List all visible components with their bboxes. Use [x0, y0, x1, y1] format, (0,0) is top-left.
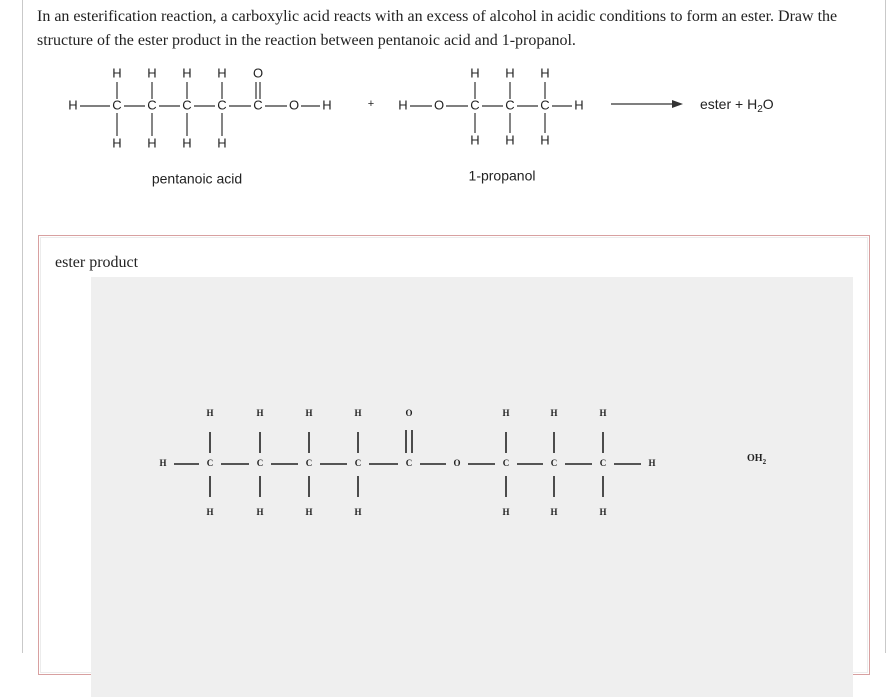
oh2-label: $OH_2$	[747, 453, 767, 466]
ester-c-8: C	[599, 458, 607, 469]
acid-h-bot-2: H	[147, 135, 157, 151]
answer-label: ester product	[55, 254, 139, 271]
acid-c-3: C	[182, 97, 192, 113]
product-label: ester + $H_2O$	[700, 95, 774, 115]
ester-h-bot-3: H	[305, 507, 313, 518]
ester-h-bot-1: H	[206, 507, 214, 518]
acid-h-top-3: H	[182, 65, 192, 81]
acid-h-bot-3: H	[182, 135, 192, 151]
acid-o-carbonyl: O	[252, 65, 264, 81]
alc-c-2: C	[505, 97, 515, 113]
plus-sign: +	[367, 97, 375, 110]
alc-h-left: H	[398, 97, 408, 113]
ester-o-link: O	[453, 458, 461, 469]
question-text: In an esterification reaction, a carboxylic acid reacts with an excess of alcohol in acidic conditions to form an ester. Draw the structure of the ester product in the reaction between pentanoic acid and 1-propanol.	[37, 8, 838, 49]
acid-c-4: C	[217, 97, 227, 113]
reaction-svg	[55, 62, 855, 197]
alc-o: O	[433, 97, 445, 113]
ester-h-top-2: H	[256, 408, 264, 419]
acid-o-hydroxyl: O	[288, 97, 300, 113]
answer-box	[38, 235, 870, 675]
ester-h-top-7: H	[599, 408, 607, 419]
alc-h-bot-1: H	[470, 132, 480, 148]
alc-h-top-2: H	[505, 65, 515, 81]
alc-h-right: H	[574, 97, 584, 113]
alcohol-name: 1-propanol	[468, 167, 536, 184]
acid-name: pentanoic acid	[151, 170, 243, 187]
alc-h-top-3: H	[540, 65, 550, 81]
ester-h-top-4: H	[354, 408, 362, 419]
ester-h-top-1: H	[206, 408, 214, 419]
alc-h-top-1: H	[470, 65, 480, 81]
alc-h-bot-3: H	[540, 132, 550, 148]
alc-c-1: C	[470, 97, 480, 113]
ester-c-5: C	[405, 458, 413, 469]
acid-h-bot-4: H	[217, 135, 227, 151]
ester-c-7: C	[550, 458, 558, 469]
ester-h-top-3: H	[305, 408, 313, 419]
ester-o-carbonyl: O	[405, 408, 413, 419]
acid-h-bot-1: H	[112, 135, 122, 151]
acid-h-top-4: H	[217, 65, 227, 81]
acid-c-1: C	[112, 97, 122, 113]
ester-h-top-6: H	[550, 408, 558, 419]
acid-h-top-2: H	[147, 65, 157, 81]
drawing-canvas[interactable]	[91, 277, 853, 697]
ester-h-right: H	[648, 458, 656, 469]
ester-h-bot-4: H	[354, 507, 362, 518]
ester-h-bot-5: H	[502, 507, 510, 518]
alc-h-bot-2: H	[505, 132, 515, 148]
reaction-arrow-head-icon	[672, 100, 683, 108]
acid-h-top-1: H	[112, 65, 122, 81]
ester-h-top-5: H	[502, 408, 510, 419]
ester-structure-svg	[91, 277, 853, 657]
ester-c-2: C	[256, 458, 264, 469]
ester-c-4: C	[354, 458, 362, 469]
ester-h-bot-6: H	[550, 507, 558, 518]
ester-c-1: C	[206, 458, 214, 469]
alc-c-3: C	[540, 97, 550, 113]
ester-h-bot-2: H	[256, 507, 264, 518]
acid-h-left: H	[68, 97, 78, 113]
acid-h-hydroxyl: H	[322, 97, 332, 113]
ester-c-6: C	[502, 458, 510, 469]
ester-h-bot-7: H	[599, 507, 607, 518]
ester-c-3: C	[305, 458, 313, 469]
acid-c-5: C	[253, 97, 263, 113]
acid-c-2: C	[147, 97, 157, 113]
reaction-scheme	[55, 62, 855, 197]
ester-h-left: H	[159, 458, 167, 469]
